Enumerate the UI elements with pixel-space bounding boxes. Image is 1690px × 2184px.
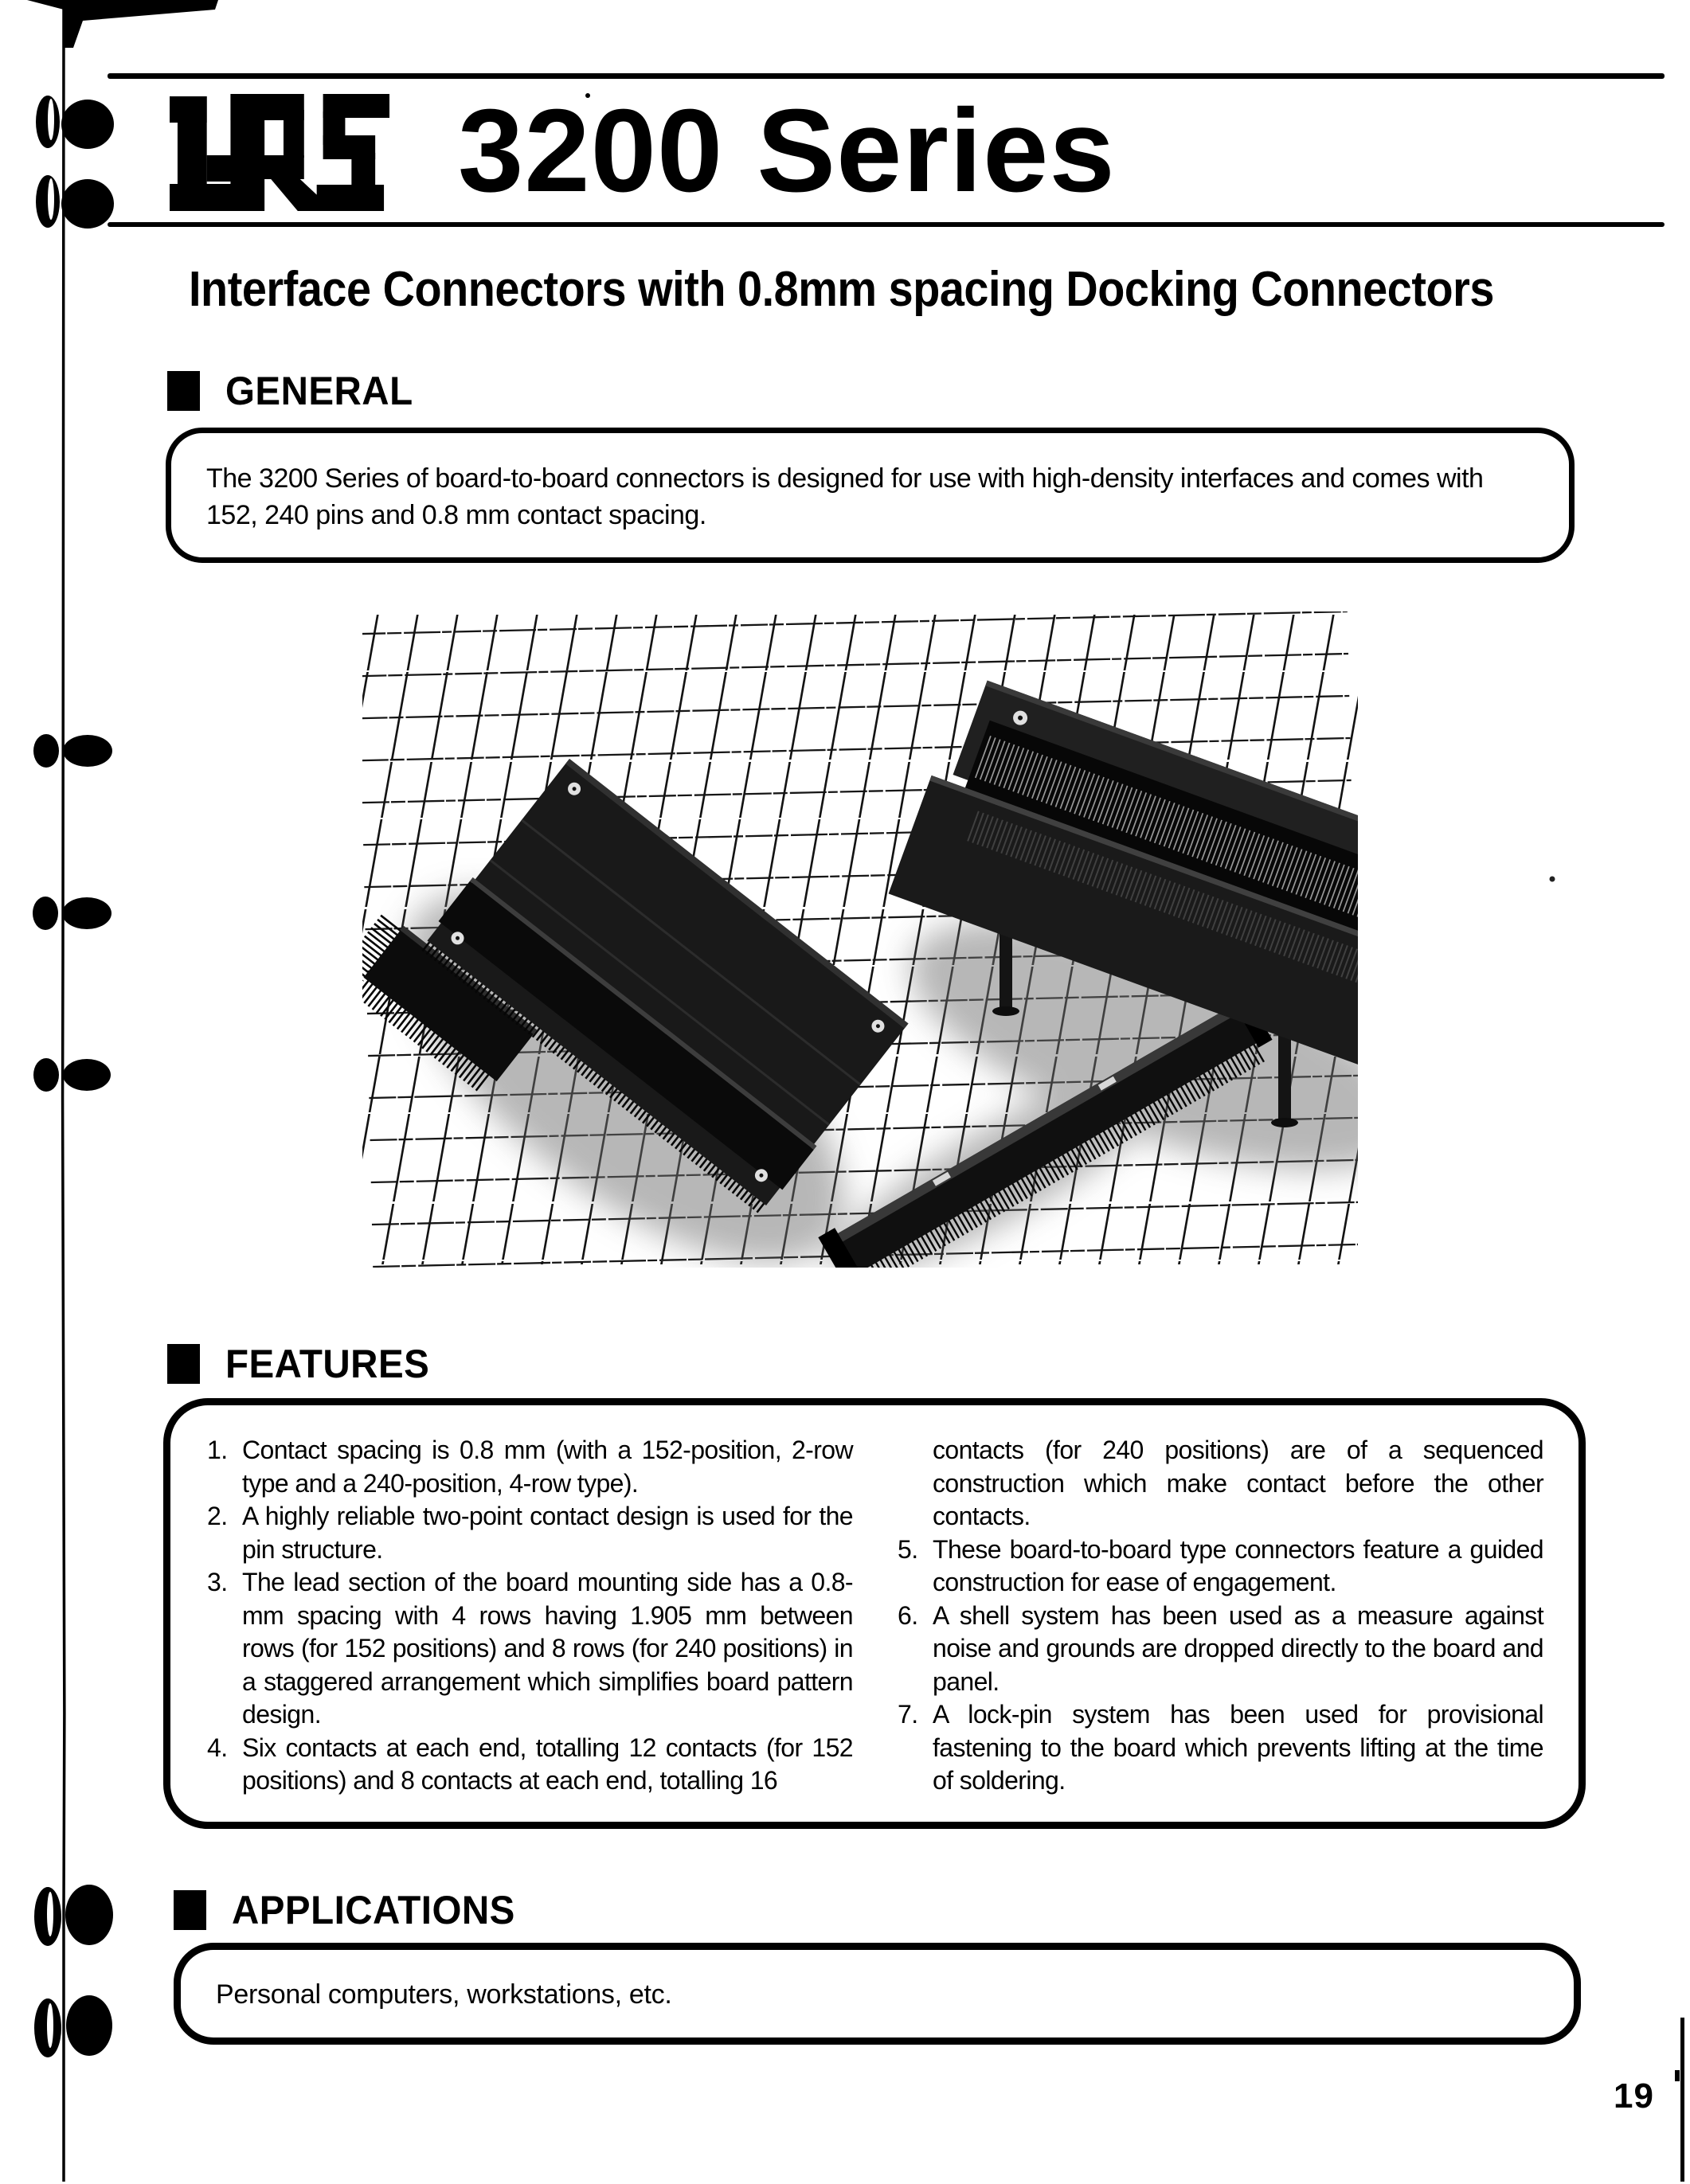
feature-item [207, 1500, 853, 1566]
feature-number: 7. [898, 1700, 918, 1729]
section-heading-applications [174, 1890, 530, 1930]
section-marker-icon [167, 1344, 200, 1384]
feature-text: A shell system has been used as a measure against noise and grounds are dropped directly to the board and panel. [933, 1600, 1543, 1696]
feature-number: 4. [207, 1733, 228, 1762]
page-subtitle: Interface Connectors with 0.8mm spacing Docking Connectors [189, 262, 1494, 317]
general-box [166, 428, 1575, 563]
page-number: 19 [1614, 2077, 1654, 2116]
features-column-left [207, 1434, 853, 1798]
feature-item [898, 1600, 1543, 1699]
feature-text: These board-to-board type connectors feature a guided construction for ease of engagement. [933, 1534, 1543, 1596]
feature-text: contacts (for 240 positions) are of a sequenced construction which make contact before the other contacts. [933, 1436, 1543, 1530]
feature-text: The lead section of the board mounting side has a 0.8-mm spacing with 4 rows having 1.905 mm between rows (for 152 positions) and 8 rows (for 240 positions) in a staggered arrangement which simplifies board pattern design. [242, 1568, 853, 1729]
general-body-text: The 3200 Series of board-to-board connectors is designed for use with high-density interfaces and comes with 152, 240 pins and 0.8 mm contact spacing. [206, 463, 1484, 530]
section-heading-general [167, 371, 423, 411]
feature-number: 6. [898, 1600, 918, 1630]
feature-item [898, 1533, 1543, 1600]
feature-number: 3. [207, 1568, 228, 1596]
feature-number: 2. [207, 1502, 228, 1530]
applications-body-text: Personal computers, workstations, etc. [216, 1979, 672, 2010]
feature-number [898, 1434, 933, 1533]
section-heading-features [167, 1344, 440, 1384]
feature-item [898, 1698, 1543, 1798]
feature-item [207, 1566, 853, 1732]
features-column-right [898, 1434, 1543, 1798]
applications-box [174, 1943, 1581, 2045]
section-marker-icon [167, 371, 200, 411]
product-photo [362, 611, 1358, 1268]
feature-item [207, 1732, 853, 1798]
feature-text: A highly reliable two-point contact design is used for the pin structure. [242, 1502, 853, 1564]
section-label: GENERAL [225, 369, 413, 413]
header-rule-top [108, 73, 1665, 79]
feature-text: Contact spacing is 0.8 mm (with a 152-position, 2-row type and a 240-position, 4-row type). [242, 1436, 853, 1498]
feature-item-continuation [898, 1434, 1543, 1533]
header-rule-bottom [108, 222, 1665, 227]
section-label: FEATURES [225, 1342, 430, 1386]
feature-text: Six contacts at each end, totalling 12 contacts (for 152 positions) and 8 contacts at each end, totalling 16 [242, 1733, 853, 1795]
section-marker-icon [174, 1890, 206, 1930]
hrs-logo [170, 94, 391, 213]
series-title: 3200 Series [458, 85, 1116, 217]
features-box [163, 1398, 1586, 1829]
feature-number: 1. [207, 1436, 228, 1464]
feature-item [207, 1434, 853, 1500]
feature-text: A lock-pin system has been used for provisional fastening to the board which prevents lifting at the time of soldering. [933, 1700, 1543, 1795]
section-label: APPLICATIONS [232, 1888, 515, 1932]
feature-number: 5. [898, 1534, 918, 1564]
